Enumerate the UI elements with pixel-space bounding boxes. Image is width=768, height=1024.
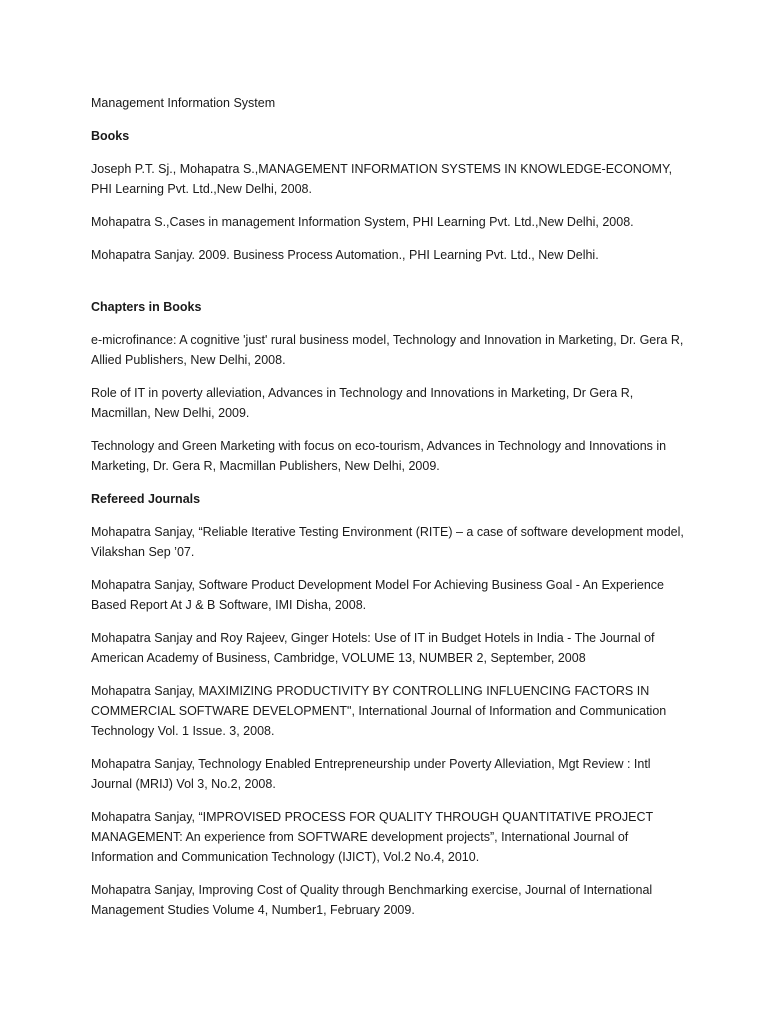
books-heading: Books [91, 129, 130, 143]
chapter-entry: Role of IT in poverty alleviation, Advances in Technology and Innovations in Marketing, Dr Gera R, Macmillan, New Delhi, 2009. [91, 386, 634, 420]
chapters-heading: Chapters in Books [91, 300, 202, 314]
book-entry: Mohapatra Sanjay. 2009. Business Process Automation., PHI Learning Pvt. Ltd., New Delhi. [91, 248, 599, 262]
book-entry: Joseph P.T. Sj., Mohapatra S.,MANAGEMENT INFORMATION SYSTEMS IN KNOWLEDGE-ECONOMY, PHI Learning Pvt. Ltd.,New Delhi, 2008. [91, 162, 673, 196]
journal-entry: Mohapatra Sanjay, “IMPROVISED PROCESS FOR QUALITY THROUGH QUANTITATIVE PROJECT MANAGEMENT: An experience from SOFTWARE development projects”, International Journal of Information and Communication Technology (IJICT), Vol.2 No.4, 2010. [91, 810, 653, 864]
book-entry: Mohapatra S.,Cases in management Information System, PHI Learning Pvt. Ltd.,New Delhi, 2008. [91, 215, 634, 229]
journal-entry: Mohapatra Sanjay, Improving Cost of Quality through Benchmarking exercise, Journal of International Management Studies Volume 4, Number1, February 2009. [91, 883, 653, 917]
journal-entry: Mohapatra Sanjay, “Reliable Iterative Testing Environment (RITE) – a case of software development model, Vilakshan Sep ’07. [91, 525, 684, 559]
journal-entry: Mohapatra Sanjay and Roy Rajeev, Ginger Hotels: Use of IT in Budget Hotels in India - The Journal of American Academy of Business, Cambridge, VOLUME 13, NUMBER 2, September, 2008 [91, 631, 655, 665]
journals-heading: Refereed Journals [91, 492, 201, 506]
journal-entry: Mohapatra Sanjay, Software Product Development Model For Achieving Business Goal - An Experience Based Report At J & B Software, IMI Disha, 2008. [91, 578, 664, 612]
chapter-entry: e-microfinance: A cognitive 'just' rural business model, Technology and Innovation in Marketing, Dr. Gera R, Allied Publishers, New Delhi, 2008. [91, 333, 684, 367]
chapter-entry: Technology and Green Marketing with focus on eco-tourism, Advances in Technology and Innovations in Marketing, Dr. Gera R, Macmillan Publishers, New Delhi, 2009. [91, 439, 667, 473]
document-title: Management Information System [91, 96, 276, 110]
document-page [91, 93, 691, 933]
journal-entry: Mohapatra Sanjay, MAXIMIZING PRODUCTIVITY BY CONTROLLING INFLUENCING FACTORS IN COMMERCIAL SOFTWARE DEVELOPMENT", International Journal of Information and Communication Technology Vol. 1 Issue. 3, 2008. [91, 684, 667, 738]
journal-entry: Mohapatra Sanjay, Technology Enabled Entrepreneurship under Poverty Alleviation, Mgt Review : Intl Journal (MRIJ) Vol 3, No.2, 2008. [91, 757, 651, 791]
